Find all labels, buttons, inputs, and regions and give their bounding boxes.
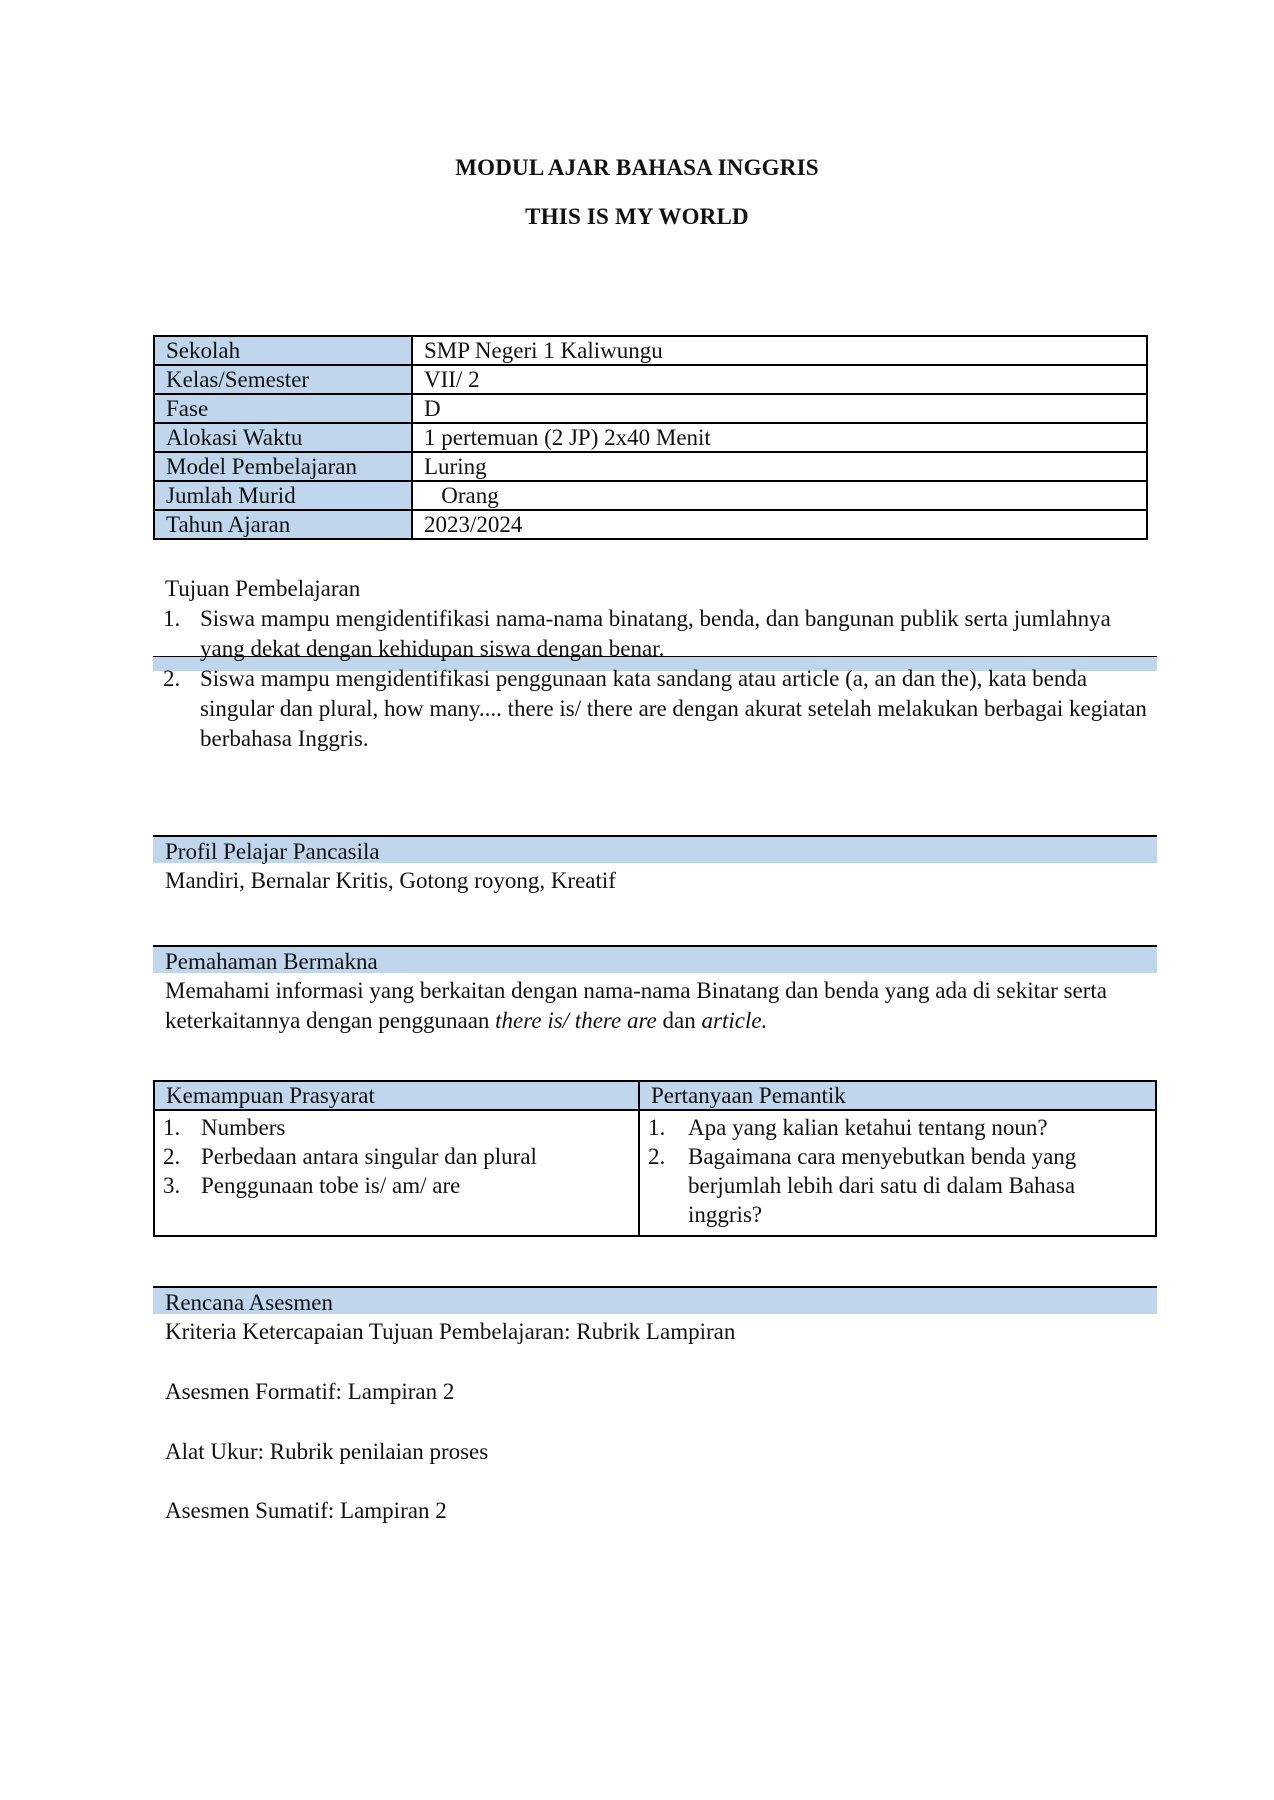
pemahaman-italic: article. [701, 1008, 768, 1033]
prasyarat-list-cell [154, 1110, 639, 1236]
table-row [154, 336, 1147, 365]
asesmen-line: Alat Ukur: Rubrik penilaian proses [165, 1439, 489, 1464]
row-label: Tahun Ajaran [154, 510, 412, 539]
tujuan-list [163, 604, 1148, 754]
tujuan-heading: Tujuan Pembelajaran [165, 576, 361, 601]
pemahaman-italic: there is/ there are [495, 1008, 657, 1033]
list-number: 1. [163, 606, 181, 631]
asesmen-line: Asesmen Sumatif: Lampiran 2 [165, 1498, 447, 1523]
row-value: 1 pertemuan (2 JP) 2x40 Menit [412, 423, 1147, 452]
table-row [154, 481, 1147, 510]
prasyarat-heading: Kemampuan Prasyarat [155, 1082, 638, 1109]
asesmen-line: Asesmen Formatif: Lampiran 2 [165, 1379, 455, 1404]
list-item [155, 1142, 638, 1171]
list-text: Penggunaan tobe is/ am/ are [201, 1173, 461, 1198]
pemahaman-text [165, 976, 1125, 1036]
profil-heading: Profil Pelajar Pancasila [153, 835, 1157, 863]
pemantik-heading: Pertanyaan Pemantik [640, 1082, 1155, 1109]
row-value: SMP Negeri 1 Kaliwungu [412, 336, 1147, 365]
pemantik-list-cell [639, 1110, 1156, 1236]
table-row [154, 510, 1147, 539]
row-label: Alokasi Waktu [154, 423, 412, 452]
profil-text: Mandiri, Bernalar Kritis, Gotong royong, Kreatif [165, 868, 616, 893]
row-value: Orang [412, 481, 1147, 510]
row-value: D [412, 394, 1147, 423]
document-title: MODUL AJAR BAHASA INGGRIS [455, 155, 819, 180]
list-item [155, 1171, 638, 1200]
pemahaman-text-part: dan [656, 1008, 702, 1033]
asesmen-line: Kriteria Ketercapaian Tujuan Pembelajaran: Rubrik Lampiran [165, 1319, 736, 1344]
list-text: Apa yang kalian ketahui tentang noun? [688, 1115, 1048, 1140]
pemantik-list [640, 1111, 1155, 1235]
row-label: Fase [154, 394, 412, 423]
list-item [155, 1113, 638, 1142]
list-text: Siswa mampu mengidentifikasi penggunaan kata sandang atau article (a, an dan the), kata benda singular dan plural, how many.... there is/ there are dengan akurat setelah melakukan berbagai kegiatan berbahasa Inggris. [200, 666, 1147, 751]
table-row [154, 365, 1147, 394]
list-item [163, 664, 1148, 754]
table-row [154, 394, 1147, 423]
prasyarat-list [155, 1111, 638, 1206]
list-text: Bagaimana cara menyebutkan benda yang berjumlah lebih dari satu di dalam Bahasa inggris? [688, 1144, 1077, 1227]
prasyarat-table [153, 1080, 1157, 1237]
list-number: 2. [648, 1144, 666, 1169]
row-value: VII/ 2 [412, 365, 1147, 394]
asesmen-heading: Rencana Asesmen [153, 1286, 1157, 1314]
table-row [154, 1081, 1156, 1110]
list-item [163, 604, 1148, 664]
document-subtitle: THIS IS MY WORLD [525, 204, 749, 229]
prasyarat-cell [154, 1081, 639, 1110]
table-row [154, 423, 1147, 452]
pemahaman-text-part: Memahami informasi yang berkaitan dengan nama-nama Binatang dan benda yang ada di sekitar serta keterkaitannya dengan penggunaan [165, 978, 1108, 1033]
row-value: 2023/2024 [412, 510, 1147, 539]
list-number: 1. [163, 1115, 181, 1140]
list-text: Siswa mampu mengidentifikasi nama-nama binatang, benda, dan bangunan publik serta jumlahnya yang dekat dengan kehidupan siswa dengan benar. [200, 606, 1111, 661]
list-number: 1. [648, 1115, 666, 1140]
row-label: Jumlah Murid [154, 481, 412, 510]
table-row [154, 452, 1147, 481]
row-label: Sekolah [154, 336, 412, 365]
row-value: Luring [412, 452, 1147, 481]
list-item [640, 1113, 1155, 1142]
list-number: 2. [163, 1144, 181, 1169]
list-number: 2. [163, 666, 181, 691]
list-number: 3. [163, 1173, 181, 1198]
list-text: Perbedaan antara singular dan plural [201, 1144, 537, 1169]
identity-table [153, 335, 1148, 540]
row-label: Kelas/Semester [154, 365, 412, 394]
row-label: Model Pembelajaran [154, 452, 412, 481]
list-item [640, 1142, 1155, 1229]
list-text: Numbers [201, 1115, 286, 1140]
pemahaman-heading: Pemahaman Bermakna [153, 945, 1157, 973]
pemantik-cell [639, 1081, 1156, 1110]
table-row [154, 1110, 1156, 1236]
